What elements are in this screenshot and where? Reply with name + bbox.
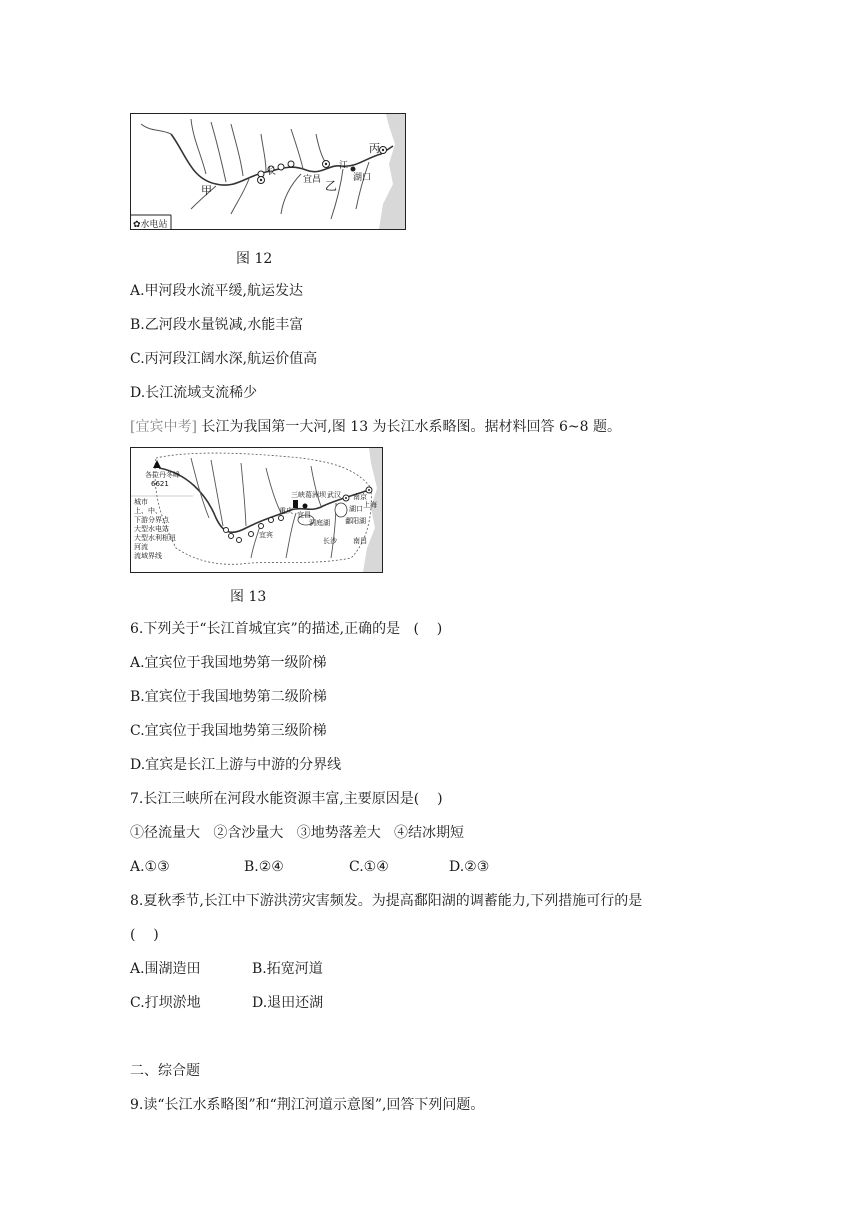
legend-hydro: 大型水电站 — [134, 525, 169, 533]
city-changsha: 长沙 — [323, 537, 337, 545]
legend-city: 城市 — [134, 498, 148, 506]
legend-basin: 流域界线 — [134, 552, 162, 560]
city-hukou: 湖口 — [349, 505, 363, 513]
figure-12-caption: 图 12 — [236, 251, 273, 267]
peak-name: 各拉丹冬峰 — [145, 471, 180, 479]
legend-river: 河流 — [134, 543, 148, 551]
lake-poyang: 鄱阳湖 — [345, 517, 366, 525]
peak-height: 6621 — [151, 480, 169, 488]
city-nanchang: 南昌 — [353, 537, 367, 545]
label-bing: 丙 — [369, 142, 380, 155]
intro-text: 长江为我国第一大河,图 13 为长江水系略图。据材料回答 6~8 题。 — [196, 419, 621, 435]
q8-paren: ( ) — [130, 927, 159, 943]
q8-option-b: B.拓宽河道 — [252, 961, 323, 977]
q7-option-d: D.②③ — [449, 859, 490, 875]
q7-choices: ①径流量大 ②含沙量大 ③地势落差大 ④结冰期短 — [130, 825, 465, 841]
city-wuhan: 武汉 — [327, 491, 341, 499]
q7-stem: 7.长江三峡所在河段水能资源丰富,主要原因是( ) — [130, 791, 443, 807]
figure-12-legend: ✿水电站 — [133, 220, 168, 230]
city-yichang: 宜昌 — [297, 511, 311, 519]
legend-boundary-2: 下游分界点 — [134, 516, 169, 524]
q6-option-c: C.宜宾位于我国地势第三级阶梯 — [130, 723, 327, 739]
q8-option-a: A.围湖造田 — [130, 961, 201, 977]
intro-line — [130, 418, 621, 436]
legend-boundary-1: 上、中、 — [134, 507, 162, 515]
q5-option-c: C.丙河段江阔水深,航运价值高 — [130, 351, 318, 367]
q7-option-a: A.①③ — [130, 859, 170, 875]
label-hukou: 湖口 — [353, 173, 372, 183]
q5-option-d: D.长江流域支流稀少 — [130, 385, 258, 401]
label-yichang: 宜昌 — [303, 175, 322, 185]
q9-stem: 9.读“长江水系略图”和“荆江河道示意图”,回答下列问题。 — [130, 1097, 485, 1113]
legend-project: 大型水利枢纽 — [134, 534, 176, 542]
city-gezhouba: 葛洲坝 — [305, 491, 326, 499]
q5-option-a: A.甲河段水流平缓,航运发达 — [130, 283, 304, 299]
q6-option-b: B.宜宾位于我国地势第二级阶梯 — [130, 689, 327, 705]
label-chang: 长 — [267, 167, 277, 177]
q6-option-d: D.宜宾是长江上游与中游的分界线 — [130, 757, 342, 773]
label-jiang: 江 — [339, 161, 349, 171]
label-jia: 甲 — [201, 184, 212, 197]
city-nanjing: 南京 — [353, 493, 367, 501]
city-shanghai: 上海 — [363, 501, 377, 509]
figure-13-map-drawing — [131, 448, 382, 572]
q5-option-b: B.乙河段水量锐减,水能丰富 — [130, 317, 304, 333]
figure-12-map — [130, 113, 406, 230]
q6-stem: 6.下列关于“长江首城宜宾”的描述,正确的是 ( ) — [130, 621, 443, 637]
figure-13-caption: 图 13 — [230, 589, 267, 605]
figure-13-map — [130, 447, 383, 573]
q8-option-c: C.打坝淤地 — [130, 995, 201, 1011]
q7-option-c: C.①④ — [349, 859, 389, 875]
city-sanxia: 三峡 — [291, 491, 305, 499]
section-2-heading: 二、综合题 — [130, 1063, 200, 1079]
q8-option-d: D.退田还湖 — [252, 995, 324, 1011]
city-yibin: 宜宾 — [259, 531, 273, 539]
intro-source: [宜宾中考] — [130, 419, 197, 435]
q6-option-a: A.宜宾位于我国地势第一级阶梯 — [130, 655, 327, 671]
label-yi: 乙 — [325, 179, 338, 193]
q7-option-b: B.②④ — [244, 859, 284, 875]
city-chongqing: 重庆 — [279, 507, 293, 515]
lake-dongting: 洞庭湖 — [309, 519, 330, 527]
q8-stem: 8.夏秋季节,长江中下游洪涝灾害频发。为提高鄱阳湖的调蓄能力,下列措施可行的是 — [130, 893, 643, 909]
